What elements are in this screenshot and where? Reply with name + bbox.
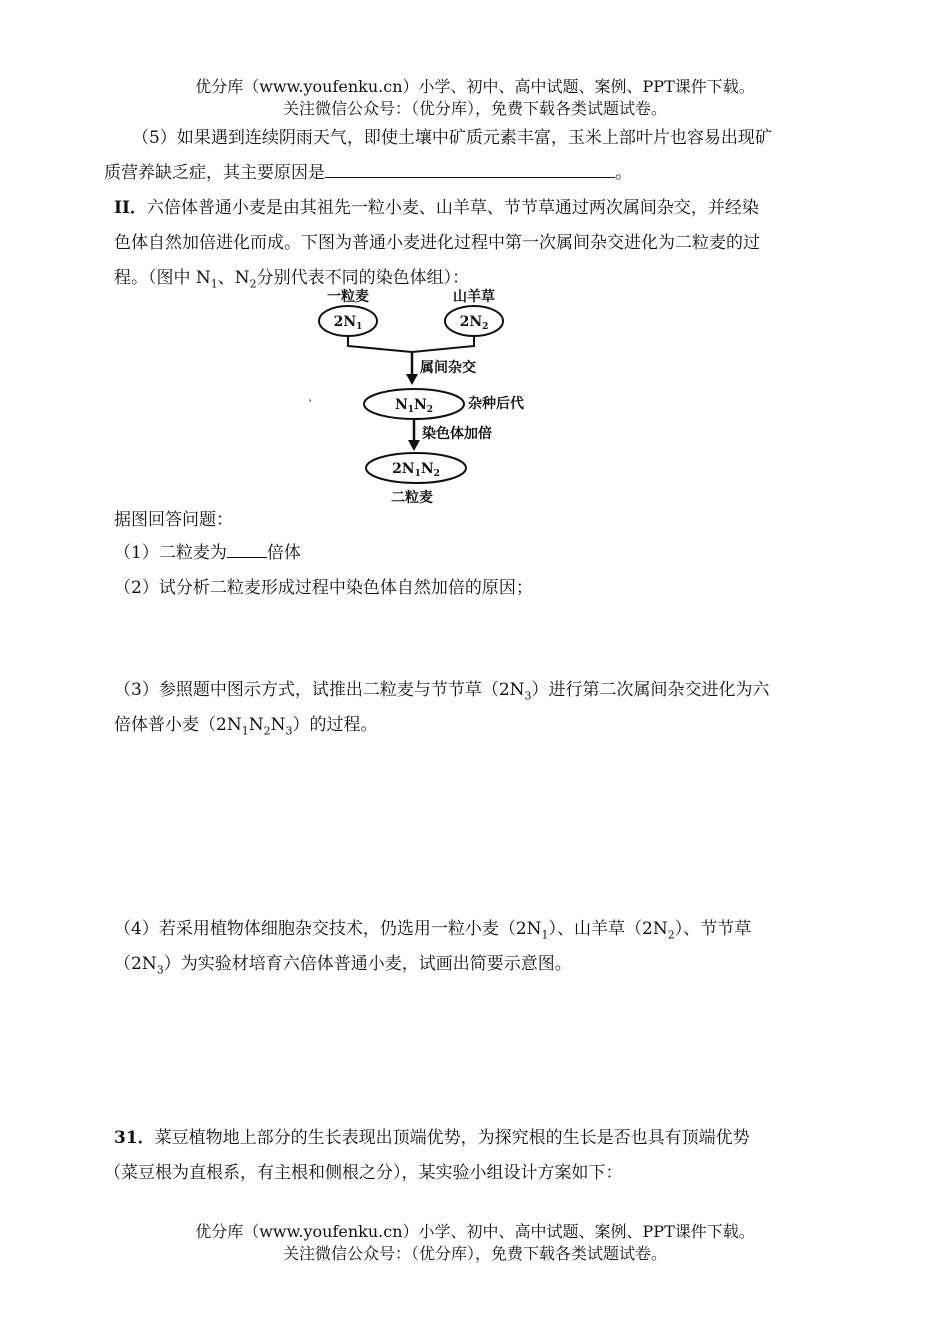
result-label: 二粒麦 [391, 490, 433, 506]
hybridization-diagram [300, 286, 560, 510]
doubling-label: 染色体加倍 [422, 426, 492, 442]
q31-line-1 [114, 1123, 750, 1148]
site-header-line-2: 关注微信公众号：（优分库），免费下载各类试题试卷。 [282, 99, 667, 118]
q1-answer-blank[interactable] [227, 543, 267, 558]
hybrid-genome: $N_1N_2$ [394, 397, 434, 415]
q31-text-1: 菜豆植物地上部分的生长表现出顶端优势，为探究根的生长是否也具有顶端优势 [154, 1128, 750, 1148]
part-ii-line-1 [114, 193, 759, 218]
sub-1: 1 [541, 928, 549, 942]
q5-line-2-text: 质营养缺乏症，其主要原因是 [104, 163, 325, 183]
q1-text: （1）二粒麦为 [114, 543, 227, 563]
hybrid-label: 杂种后代 [468, 396, 524, 412]
site-footer-line-2: 关注微信公众号：（优分库），免费下载各类试题试卷。 [282, 1244, 667, 1263]
part-ii-label: II． [114, 198, 147, 218]
q4-text-1b: ）、山羊草（2N [548, 919, 668, 939]
parent-1-genome: $2N_1$ [333, 314, 363, 332]
sub-3: 3 [524, 689, 532, 703]
cross-lines [348, 336, 474, 352]
q3-line-1 [114, 675, 770, 702]
q5-answer-blank[interactable] [325, 163, 615, 178]
part-ii-line-2: 色体自然加倍进化而成。下图为普通小麦进化过程中第一次属间杂交进化为二粒麦的过 [114, 233, 760, 253]
q3-text-2c: N [270, 715, 286, 735]
sub-2: 2 [263, 724, 271, 738]
q1-line [114, 538, 301, 563]
doubling-arrow-head [408, 440, 420, 451]
q3-text-1-end: ）进行第二次属间杂交进化为六 [531, 680, 770, 700]
sub-1: 1 [210, 277, 218, 291]
q4-text-2b: ）为实验材培育六倍体普通小麦，试画出简要示意图。 [163, 954, 572, 974]
q2-line: （2）试分析二粒麦形成过程中染色体自然加倍的原因； [114, 578, 533, 598]
part-ii-text-1: 六倍体普通小麦是由其祖先一粒小麦、山羊草、节节草通过两次属间杂交，并经染 [146, 198, 759, 218]
q1-suffix: 倍体 [266, 543, 301, 563]
part-ii-text-3a: 程。（图中 N [114, 268, 211, 288]
sub-1: 1 [241, 724, 249, 738]
q3-text-1: （3）参照题中图示方式，试推出二粒麦与节节草（2N [114, 680, 525, 700]
parent-1-label: 一粒麦 [327, 289, 369, 305]
q31-number: 31． [114, 1128, 155, 1148]
q5-line-2 [104, 158, 632, 183]
parent-2-genome: $2N_2$ [459, 314, 489, 332]
part-ii-text-3b: 、N [217, 268, 250, 288]
cross-arrow-head [406, 374, 418, 385]
part-ii-text-3c: 分别代表不同的染色体组）： [256, 268, 470, 288]
cross-label: 属间杂交 [420, 360, 476, 376]
stray-mark: ˋ [308, 400, 313, 411]
sub-2: 2 [667, 928, 675, 942]
q3-text-2d: ）的过程。 [292, 715, 378, 735]
parent-2-label: 山羊草 [453, 289, 495, 305]
q3-text-2a: 倍体普小麦（2N [114, 715, 242, 735]
q5-line-2-end: 。 [615, 163, 632, 183]
q31-line-2: （菜豆根为直根系，有主根和侧根之分），某实验小组设计方案如下： [104, 1163, 623, 1183]
result-genome: $2N_1N_2$ [392, 461, 440, 479]
q4-text-1a: （4）若采用植物体细胞杂交技术，仍选用一粒小麦（2N [114, 919, 542, 939]
site-footer-line-1: 优分库（www.youfenku.cn）小学、初中、高中试题、案例、PPT课件下载。 [195, 1222, 755, 1241]
q4-text-2a: （2N [114, 954, 157, 974]
q3-line-2 [114, 710, 377, 737]
questions-intro: 据图回答问题： [114, 510, 233, 530]
q3-text-2b: N [248, 715, 264, 735]
sub-3: 3 [285, 724, 293, 738]
q4-line-2 [114, 949, 572, 976]
q4-text-1c: ）、节节草 [674, 919, 752, 939]
site-header-line-1: 优分库（www.youfenku.cn）小学、初中、高中试题、案例、PPT课件下载。 [195, 77, 755, 96]
sub-3: 3 [156, 963, 164, 977]
q4-line-1 [114, 914, 751, 941]
q5-line-1: （5）如果遇到连续阴雨天气，即使土壤中矿质元素丰富，玉米上部叶片也容易出现矿 [132, 128, 772, 148]
sub-2: 2 [249, 277, 257, 291]
